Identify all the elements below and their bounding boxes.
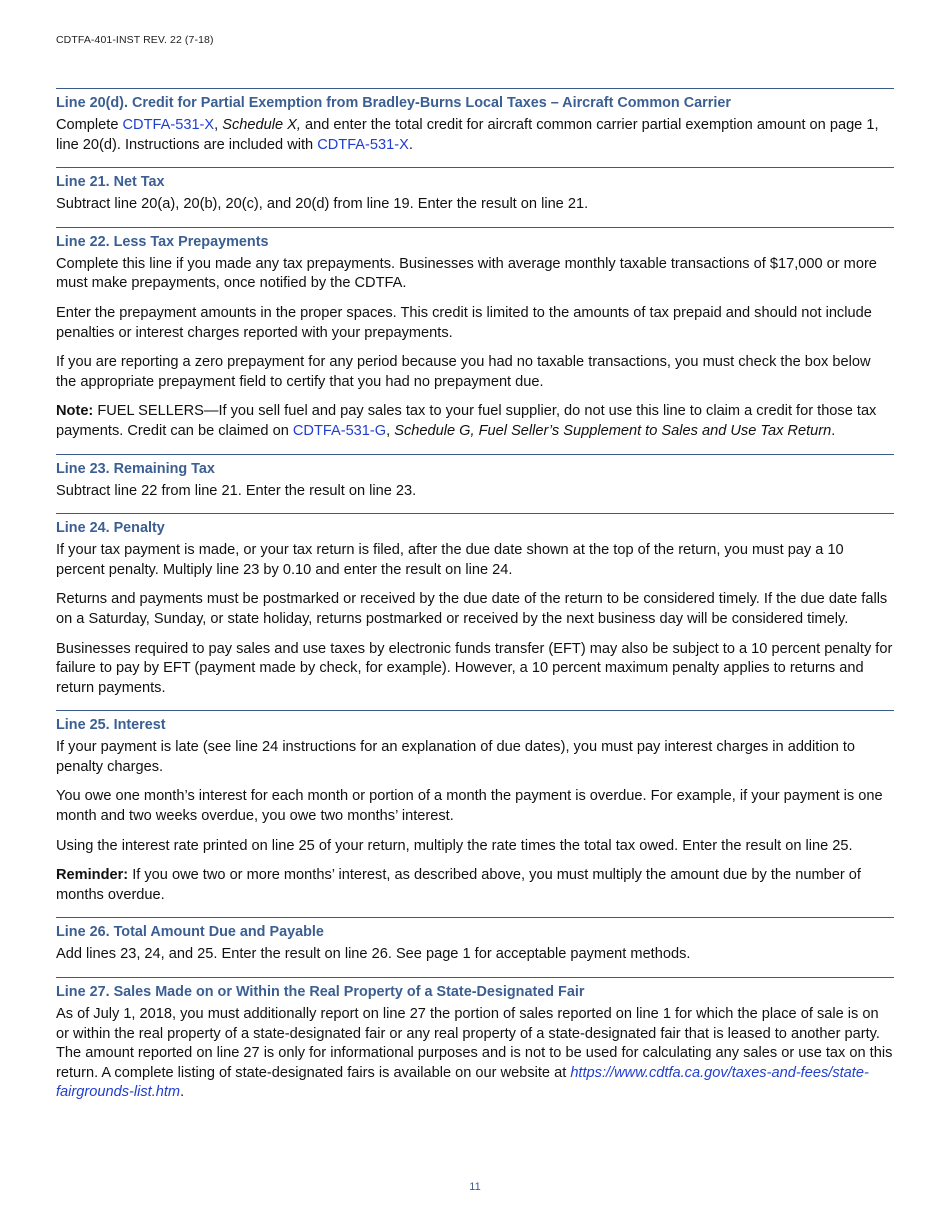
- note-label: Note:: [56, 403, 94, 420]
- section-heading: Line 26. Total Amount Due and Payable: [56, 924, 324, 941]
- paragraph: If your payment is late (see line 24 instructions for an explanation of due dates), you must pay interest charges in addition to penalty charges.: [56, 739, 856, 775]
- page-number: 11: [469, 1181, 481, 1193]
- reminder-paragraph: Reminder: If you owe two or more months’ interest, as described above, you must multiply the amount due by the number of months overdue.: [56, 867, 861, 903]
- section-heading: Line 22. Less Tax Prepayments: [56, 233, 269, 250]
- paragraph: Complete CDTFA-531-X, Schedule X, and enter the total credit for aircraft common carrier partial exemption amount on page 1, line 20(d). Instructions are included with CDTFA-531-X.: [56, 117, 879, 153]
- paragraph: If your tax payment is made, or your tax return is filed, after the due date shown at the top of the return, you must pay a 10 percent penalty. Multiply line 23 by 0.10 and enter the result on line 24.: [56, 542, 844, 578]
- section-line-26: [56, 917, 894, 965]
- form-identifier: CDTFA-401-INST REV. 22 (7-18): [56, 34, 214, 46]
- paragraph: If you are reporting a zero prepayment for any period because you had no taxable transactions, you must check the box below the appropriate prepayment field to certify that you had no prepayment due.: [56, 354, 871, 390]
- paragraph: Enter the prepayment amounts in the proper spaces. This credit is limited to the amounts of tax prepaid and should not include penalties or interest charges reported with your prepayments.: [56, 304, 872, 341]
- section-heading: Line 21. Net Tax: [56, 174, 165, 191]
- form-link-531g[interactable]: CDTFA-531-G: [292, 422, 387, 439]
- instruction-page: [56, 34, 894, 1115]
- fairgrounds-list-link[interactable]: https://www.cdtfa.ca.gov/taxes-and-fees/state-fairgrounds-list.htm: [56, 1064, 869, 1101]
- form-link-531x[interactable]: CDTFA-531-X: [317, 136, 409, 153]
- paragraph: Add lines 23, 24, and 25. Enter the result on line 26. See page 1 for acceptable payment methods.: [56, 946, 691, 963]
- paragraph: Subtract line 22 from line 21. Enter the result on line 23.: [56, 482, 417, 499]
- section-line-20d: [56, 88, 894, 155]
- paragraph: Returns and payments must be postmarked or received by the due date of the return to be considered timely. If the due date falls on a Saturday, Sunday, or state holiday, returns postmarked or received by the next business day will be considered timely.: [56, 591, 888, 627]
- section-line-27: [56, 977, 894, 1103]
- reminder-label: Reminder:: [56, 867, 129, 884]
- section-line-22: [56, 227, 894, 442]
- section-heading: Line 25. Interest: [56, 717, 166, 734]
- section-line-25: [56, 710, 894, 905]
- form-link-531x[interactable]: CDTFA-531-X: [122, 117, 215, 133]
- note-paragraph: Note: FUEL SELLERS—If you sell fuel and pay sales tax to your fuel supplier, do not use this line to claim a credit for those tax payments. Credit can be claimed on CDTFA-531-G, Schedule G, Fuel Seller’s Supplement to Sales and Use Tax Return.: [56, 403, 877, 439]
- section-line-23: [56, 454, 894, 502]
- paragraph: Businesses required to pay sales and use taxes by electronic funds transfer (EFT) may also be subject to a 10 percent penalty for failure to pay by EFT (payment made by check, for example). However, a 10 percent maximum penalty applies to returns and return payments.: [56, 640, 893, 696]
- paragraph: You owe one month’s interest for each month or portion of a month the payment is overdue. For example, if your payment is one month and two weeks overdue, you owe two months’ interest.: [56, 788, 883, 825]
- section-heading: Line 20(d). Credit for Partial Exemption from Bradley-Burns Local Taxes – Aircraft Common Carrier: [56, 95, 731, 111]
- paragraph: Using the interest rate printed on line 25 of your return, multiply the rate times the total tax owed. Enter the result on line 25.: [56, 837, 853, 854]
- section-heading: Line 27. Sales Made on or Within the Real Property of a State-Designated Fair: [56, 984, 585, 1001]
- section-heading: Line 23. Remaining Tax: [56, 460, 215, 477]
- section-heading: Line 24. Penalty: [56, 520, 165, 537]
- paragraph: As of July 1, 2018, you must additionally report on line 27 the portion of sales reported on line 1 for which the place of sale is on or within the real property of a state-designated fair or any real property of a state-designated fair that is leased to another party. The amount reported on line 27 is only for informational purposes and is not to be used for calculating any sales or use tax on this return. A complete listing of state-designated fairs is available on our website at https://www.cdtfa.ca.gov/taxes-and-fees/state-fairgrounds-list.htm.: [56, 1006, 893, 1101]
- section-line-21: [56, 167, 894, 215]
- section-line-24: [56, 513, 894, 698]
- paragraph: Complete this line if you made any tax prepayments. Businesses with average monthly taxable transactions of $17,000 or more must make prepayments, once notified by the CDTFA.: [56, 255, 877, 292]
- paragraph: Subtract line 20(a), 20(b), 20(c), and 20(d) from line 19. Enter the result on line 21.: [56, 196, 589, 213]
